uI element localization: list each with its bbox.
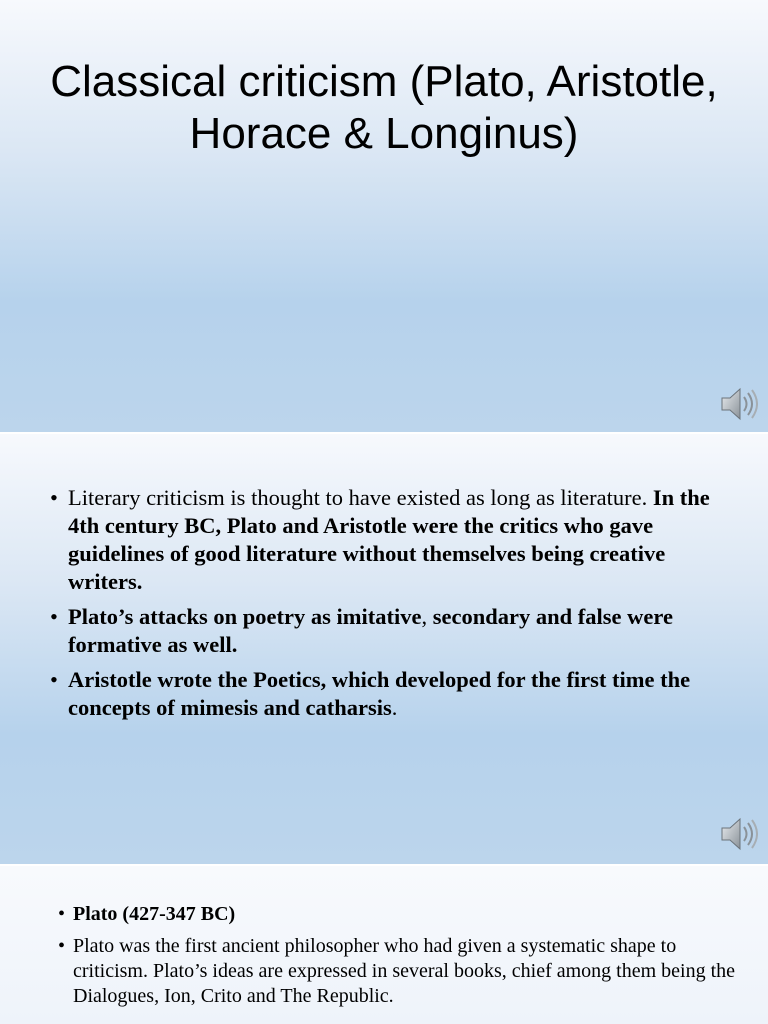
bullet-text-segment: . — [391, 695, 398, 720]
bullet-glyph: • — [50, 604, 58, 629]
bullet-item — [50, 603, 740, 659]
speaker-icon[interactable] — [718, 384, 758, 424]
bullet-text-segment: Literary criticism is thought to have existed as long as literature. — [68, 485, 653, 510]
bullet-item — [58, 902, 738, 927]
bullet-text-segment: , — [421, 604, 433, 629]
bullet-list — [50, 484, 740, 729]
bullet-glyph: • — [50, 667, 58, 692]
slide-title: Classical criticism (Plato, Aristotle, Horace & Longinus) — [50, 57, 718, 158]
bullet-glyph: • — [58, 903, 66, 925]
bullet-text-bold: secondary and false were formative as well. — [68, 604, 673, 657]
bullet-item — [50, 666, 740, 722]
bullet-item — [50, 484, 740, 596]
slide-3 — [0, 866, 768, 1024]
bullet-list — [58, 902, 738, 1016]
slide-2 — [0, 434, 768, 864]
bullet-text-bold: Plato (427-347 BC) — [73, 903, 236, 925]
bullet-glyph: • — [50, 485, 58, 510]
bullet-text-bold: Aristotle wrote the Poetics, which developed for the first time the concepts of mimesis and catharsis — [68, 667, 691, 720]
slide-1 — [0, 0, 768, 432]
bullet-text-bold: In the 4th century BC, Plato and Aristotle were the critics who gave guidelines of good literature without themselves being creative writers. — [68, 485, 710, 594]
bullet-text-bold: Plato’s attacks on poetry as imitative — [68, 604, 422, 629]
speaker-icon[interactable] — [718, 814, 758, 854]
bullet-item — [58, 934, 738, 1009]
bullet-text-segment: Plato was the first ancient philosopher who had given a systematic shape to criticism. Plato’s ideas are expressed in several books, chief among them being the Dialogues, Ion, Crito and The Republic. — [73, 935, 736, 1007]
bullet-glyph: • — [58, 935, 66, 957]
